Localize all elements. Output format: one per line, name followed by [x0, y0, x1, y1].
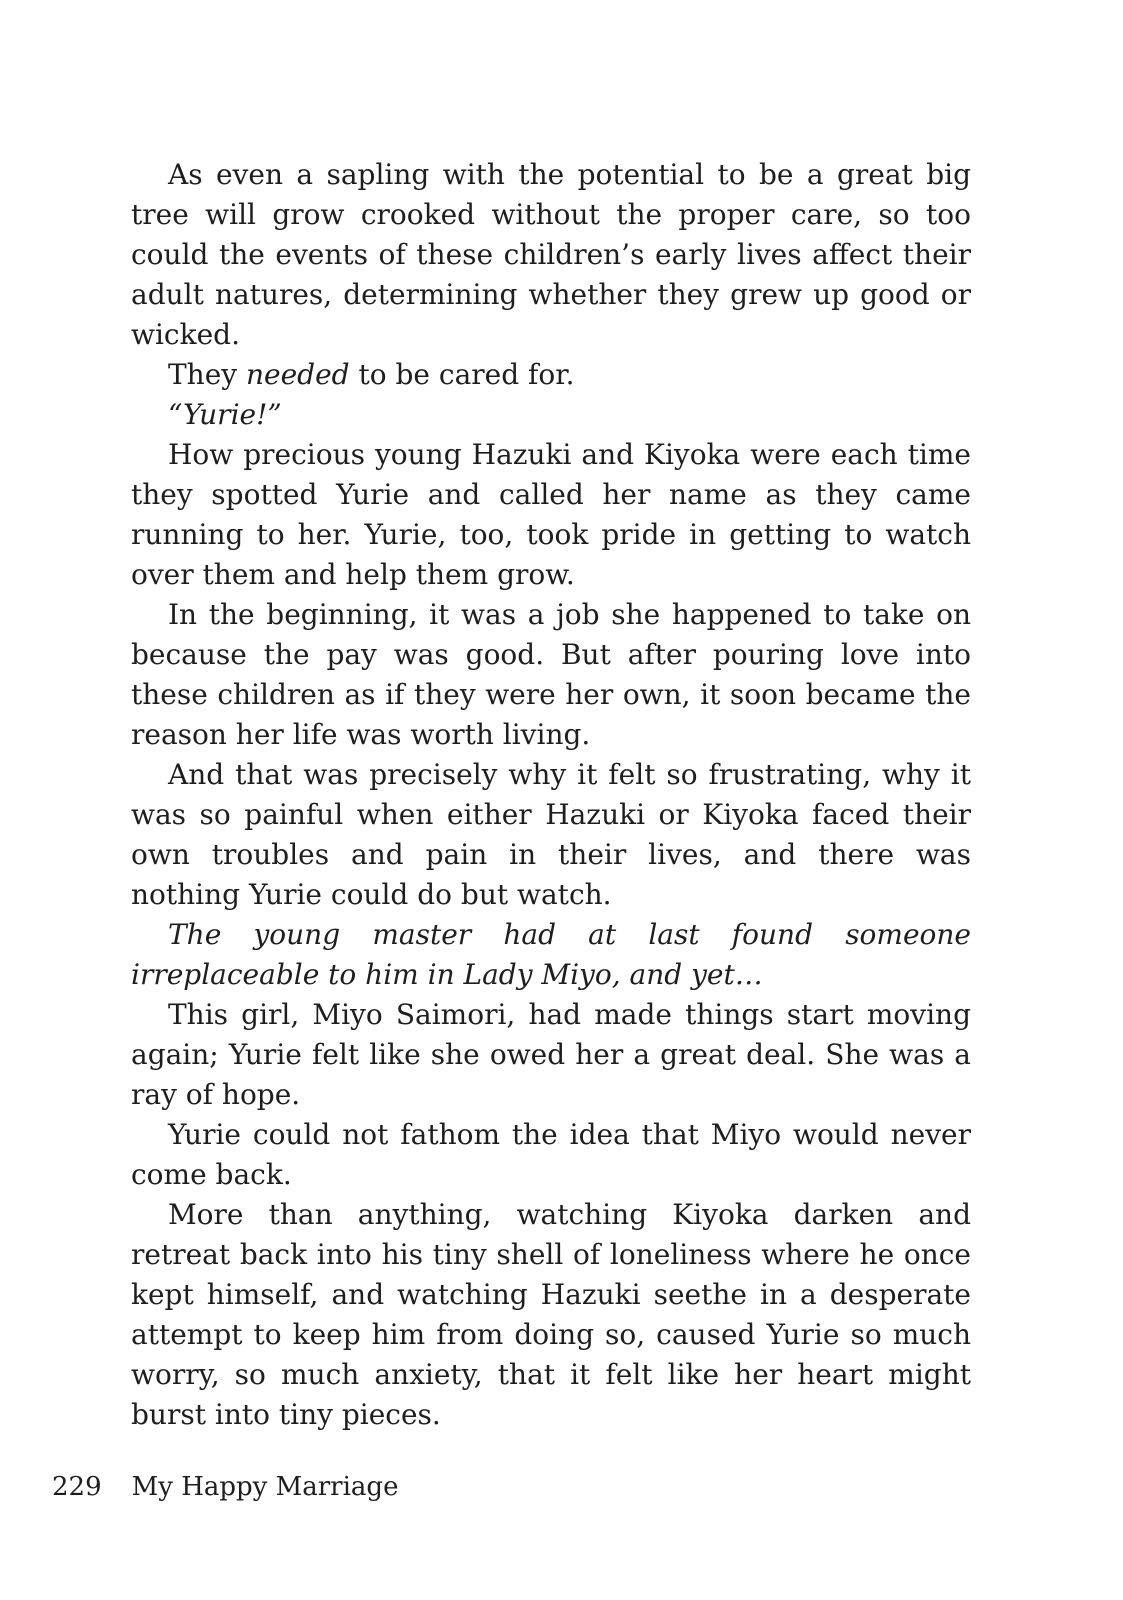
paragraph-4: How precious young Hazuki and Kiyoka were each time they spotted Yurie and called her name as they came running to her. Yurie, too, took pride in getting to watch over them and help them grow. — [131, 438, 971, 591]
book-title: My Happy Marriage — [131, 1472, 399, 1502]
page-footer — [52, 1470, 398, 1504]
paragraph-3-dialogue: “Yurie!” — [168, 398, 282, 431]
paragraph-10: More than anything, watching Kiyoka darken and retreat back into his tiny shell of loneliness where he once kept himself, and watching Hazuki seethe in a desperate attempt to keep him from doing so, caused Yurie so much worry, so much anxiety, that it felt like her heart might burst into tiny pieces. — [131, 1198, 971, 1431]
paragraph-2-end: to be cared for. — [349, 358, 575, 391]
emphasis-needed: needed — [246, 358, 350, 391]
paragraph-8: This girl, Miyo Saimori, had made things start moving again; Yurie felt like she owed her a great deal. She was a ray of hope. — [131, 998, 971, 1111]
paragraph-2-start: They — [168, 358, 246, 391]
paragraph-7-thought: The young master had at last found someone irreplaceable to him in Lady Miyo, and yet… — [131, 918, 971, 991]
paragraph-1: As even a sapling with the potential to be a great big tree will grow crooked without the proper care, so too could the events of these children’s early lives affect their adult natures, determining whether they grew up good or wicked. — [131, 158, 971, 351]
body-text — [131, 155, 971, 1435]
page-number: 229 — [52, 1472, 102, 1502]
paragraph-6: And that was precisely why it felt so frustrating, why it was so painful when either Hazuki or Kiyoka faced their own troubles and pain in their lives, and there was nothing Yurie could do but watch. — [131, 758, 971, 911]
paragraph-2 — [131, 355, 971, 395]
paragraph-9: Yurie could not fathom the idea that Miyo would never come back. — [131, 1118, 971, 1191]
paragraph-5: In the beginning, it was a job she happened to take on because the pay was good. But after pouring love into these children as if they were her own, it soon became the reason her life was worth living. — [131, 598, 971, 751]
